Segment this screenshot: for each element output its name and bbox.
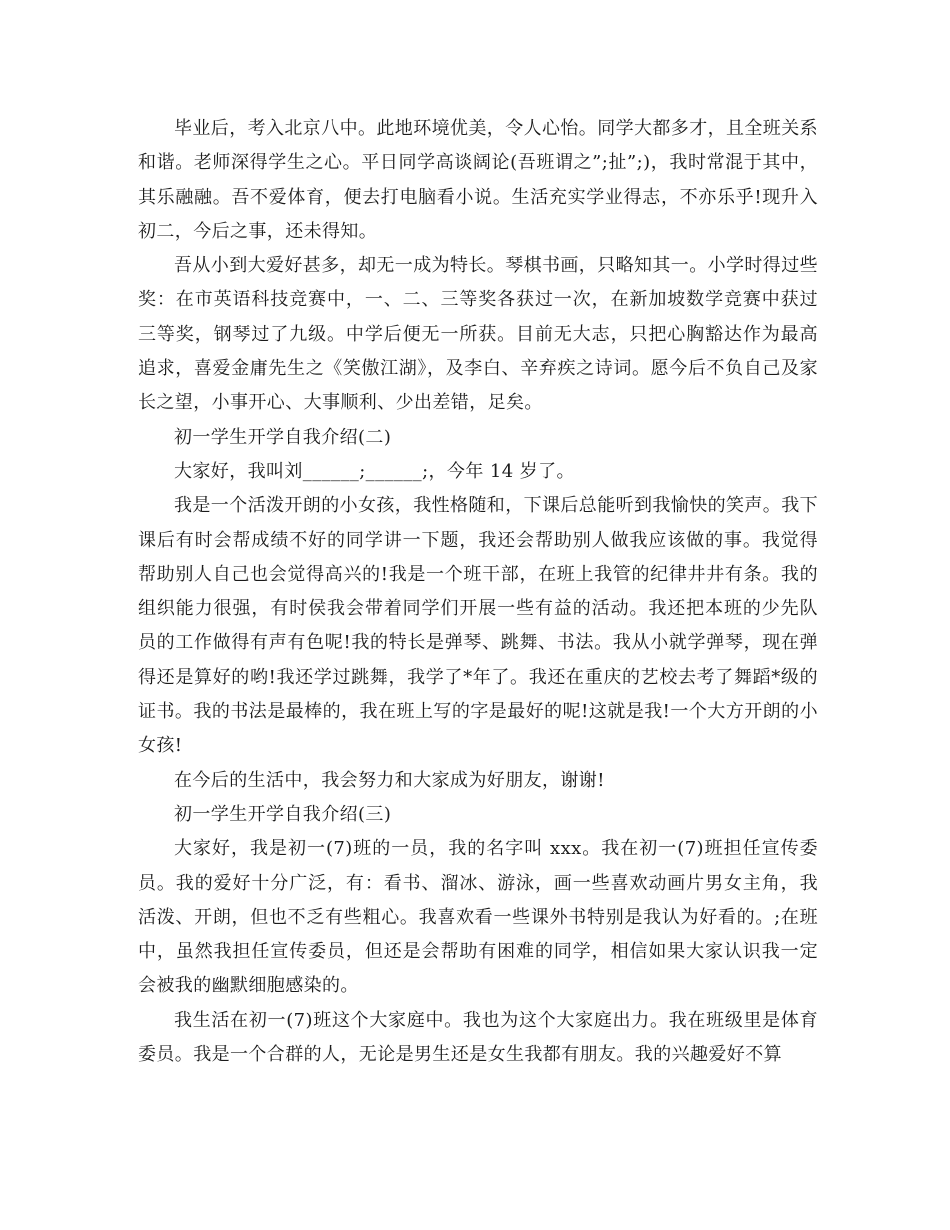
paragraph-greeting-3: 大家好，我是初一(7)班的一员，我的名字叫 xxx。我在初一(7)班担任宣传委员。我的爱好十分广泛，有：看书、溜冰、游泳，画一些喜欢动画片男女主角，我活泼、开朗，但也不乏有些粗心。我喜欢看一些课外书特别是我认为好看的。;在班中，虽然我担任宣传委员，但还是会帮助有困难的同学，相信如果大家认识我一定会被我的幽默细胞感染的。 — [138, 838, 818, 997]
paragraph-closing-2: 在今后的生活中，我会努力和大家成为好朋友，谢谢! — [174, 769, 605, 791]
paragraph-hobbies: 吾从小到大爱好甚多，却无一成为特长。琴棋书画，只略知其一。小学时得过些奖：在市英语科技竞赛中，一、二、三等奖各获过一次，在新加坡数学竞赛中获过三等奖，钢琴过了九级。中学后便无一所获。目前无大志，只把心胸豁达作为最高追求，喜爱金庸先生之《笑傲江湖》，及李白、辛弃疾之诗词。愿今后不负自己及家长之望，小事开心、大事顺利、少出差错，足矣。 — [138, 255, 818, 414]
section-heading-2: 初一学生开学自我介绍(二) — [174, 426, 392, 448]
paragraph-class-life: 我生活在初一(7)班这个大家庭中。我也为这个大家庭出力。我在班级里是体育委员。我是一个合群的人，无论是男生还是女生我都有朋友。我的兴趣爱好不算 — [138, 1009, 818, 1066]
document-page — [138, 112, 818, 1072]
paragraph-greeting-2: 大家好，我叫刘______;______;，今年 14 岁了。 — [174, 460, 575, 482]
paragraph-graduation: 毕业后，考入北京八中。此地环境优美，令人心怡。同学大都多才，且全班关系和谐。老师深得学生之心。平日同学高谈阔论(吾班谓之”;扯”;)，我时常混于其中，其乐融融。吾不爱体育，便去打电脑看小说。生活充实学业得志，不亦乐乎!现升入初二，今后之事，还未得知。 — [138, 118, 818, 242]
section-heading-3: 初一学生开学自我介绍(三) — [174, 803, 392, 825]
paragraph-personality: 我是一个活泼开朗的小女孩，我性格随和，下课后总能听到我愉快的笑声。我下课后有时会帮成绩不好的同学讲一下题，我还会帮助别人做我应该做的事。我觉得帮助别人自己也会觉得高兴的!我是一个班干部，在班上我管的纪律井井有条。我的组织能力很强，有时侯我会带着同学们开展一些有益的活动。我还把本班的少先队员的工作做得有声有色呢!我的特长是弹琴、跳舞、书法。我从小就学弹琴，现在弹得还是算好的哟!我还学过跳舞，我学了*年了。我还在重庆的艺校去考了舞蹈*级的证书。我的书法是最棒的，我在班上写的字是最好的呢!这就是我!一个大方开朗的小女孩! — [138, 495, 818, 757]
